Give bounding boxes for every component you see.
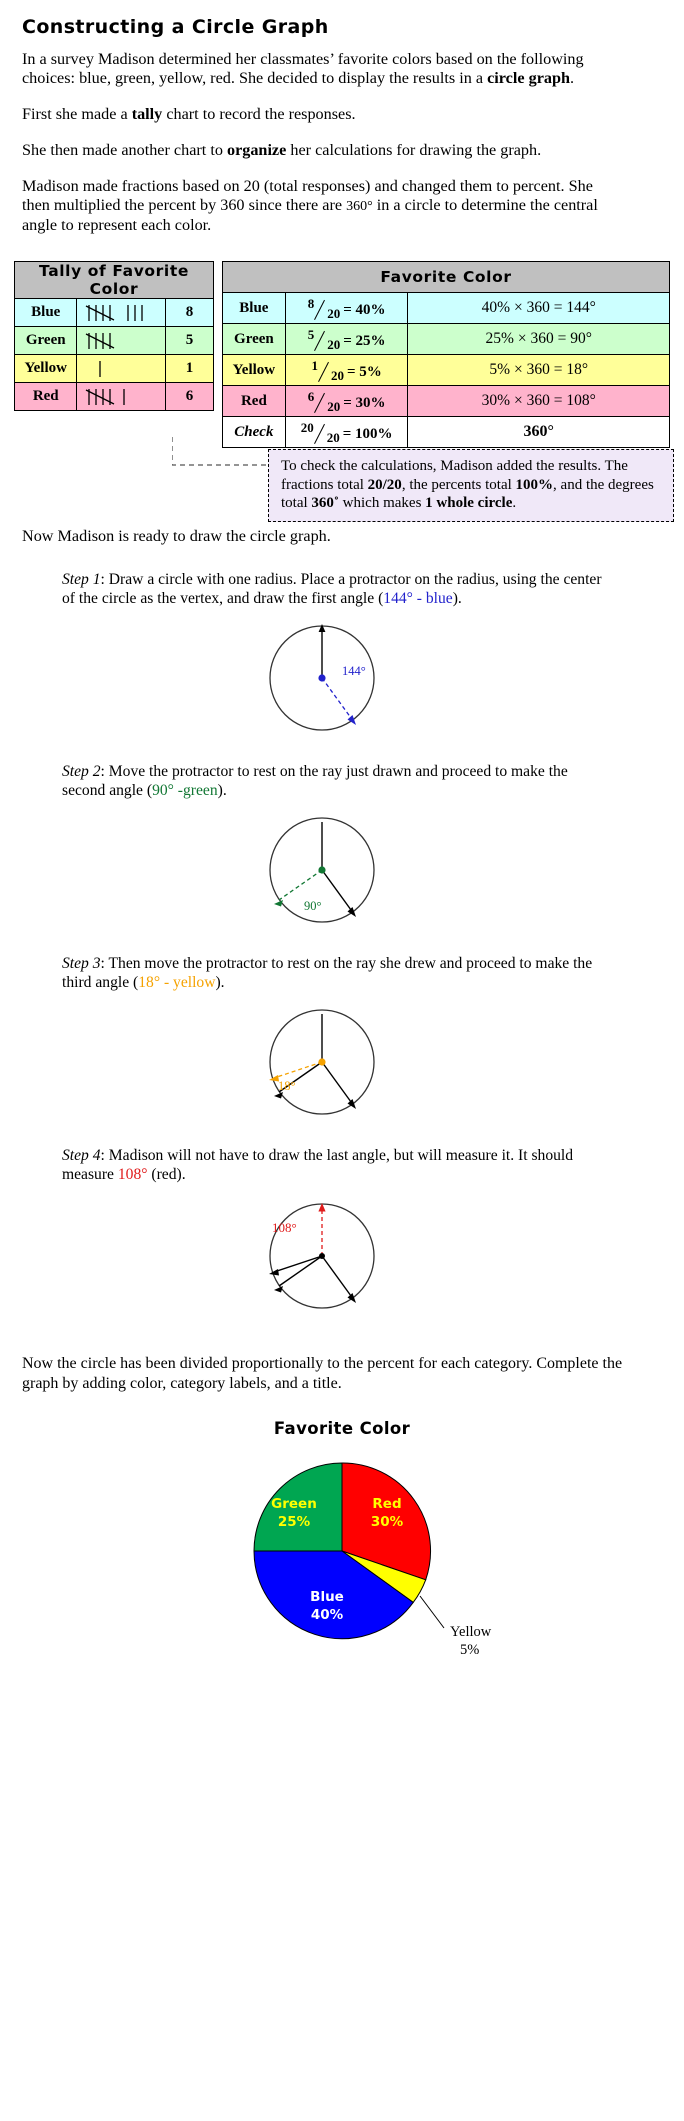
- calc-row-name: Yellow: [223, 355, 286, 386]
- fraction-numerator: 6: [307, 388, 315, 404]
- calc-row-degrees: 40% × 360 = 144°: [408, 293, 670, 324]
- step-3-angle-label: 18°: [278, 1079, 296, 1093]
- organize-term: organize: [226, 141, 287, 159]
- step-1-text: [62, 570, 608, 608]
- check-note-section: [0, 425, 684, 521]
- intro-p4-text-b: in a circle to determine the central angle to represent each color.: [22, 196, 598, 234]
- first-angle-ray: [322, 870, 353, 912]
- intro-p3-text-a: She then made another chart to: [22, 141, 227, 159]
- arrow-head-icon: [274, 1286, 283, 1293]
- center-vertex-dot: [318, 674, 325, 681]
- degrees-360-inline: 360°: [346, 199, 373, 214]
- intro-p3-text-c: her calculations for drawing the graph.: [286, 141, 542, 159]
- fraction-numerator: 1: [311, 357, 318, 373]
- fraction-denominator: 20: [327, 336, 341, 352]
- fraction-percent: = 5%: [346, 363, 382, 380]
- arrow-head-icon: [274, 900, 283, 907]
- leader-line-icon: [172, 435, 272, 471]
- calc-row-fraction: [285, 324, 408, 355]
- tally-row-count: 6: [166, 383, 214, 411]
- pie-chart-title: Favorite Color: [273, 1419, 411, 1438]
- center-vertex-dot: [318, 1058, 325, 1065]
- angle-ray-dashed: [279, 870, 322, 900]
- pie-label-yellow-name: Yellow: [450, 1624, 492, 1640]
- intro-p4-text-a: Madison made fractions based on 20 (total responses) and changed them to percent. She then multiplied the percent by 360 since there are: [22, 177, 593, 214]
- pie-label-yellow-percent: 5%: [460, 1642, 480, 1658]
- tables-section: [0, 261, 684, 445]
- pie-label-green-percent: 25%: [277, 1514, 311, 1530]
- tally-marks-icon: [84, 331, 158, 351]
- step-4-label: Step 4: [62, 1147, 101, 1164]
- step-2-label: Step 2: [62, 763, 101, 780]
- tally-marks-green: [77, 327, 166, 355]
- fraction-denominator: 20: [326, 429, 340, 445]
- fraction-percent: = 25%: [343, 332, 386, 349]
- note-degrees-total: 360˚: [311, 495, 339, 511]
- intro-p1-text-c: .: [569, 69, 575, 87]
- pie-label-blue-percent: 40%: [310, 1607, 344, 1623]
- tally-row-name: Green: [15, 327, 77, 355]
- tally-marks-icon: [84, 303, 158, 323]
- tally-marks-yellow: [77, 355, 166, 383]
- intro-paragraph-3: [22, 141, 622, 160]
- calc-row-fraction: [285, 355, 408, 386]
- calc-table-header: Favorite Color: [223, 262, 670, 293]
- ready-line: Now Madison is ready to draw the circle graph.: [22, 527, 331, 545]
- step-1-text-b: ).: [452, 590, 462, 607]
- fraction-denominator: 20: [327, 305, 341, 321]
- step-2-section: [0, 762, 684, 930]
- tally-marks-icon: [84, 359, 158, 379]
- intro-paragraph-2: [22, 105, 622, 124]
- fraction-numerator: 20: [300, 419, 314, 435]
- tally-term: tally: [131, 105, 163, 123]
- closing-paragraph: Now the circle has been divided proportionally to the percent for each category. Complete the graph by adding color, category labels, and a title.: [22, 1355, 623, 1392]
- calc-row-degrees: 5% × 360 = 18°: [408, 355, 670, 386]
- tally-marks-red: [77, 383, 166, 411]
- table-row: [223, 386, 670, 417]
- pie-label-green-name: Green: [271, 1496, 317, 1512]
- pie-label-red-percent: 30%: [370, 1514, 404, 1530]
- step-3-diagram: [262, 1002, 422, 1122]
- tally-row-count: 1: [166, 355, 214, 383]
- step-2-text: [62, 762, 608, 800]
- fraction-solidus: [314, 302, 327, 319]
- note-text-d: , and the degrees total: [281, 476, 654, 511]
- intro-p2-text-c: chart to record the responses.: [162, 105, 356, 123]
- fraction-percent: = 30%: [343, 394, 386, 411]
- intro-paragraph-1: [22, 50, 622, 88]
- fraction: [308, 390, 386, 413]
- fraction-denominator: 20: [330, 367, 344, 383]
- arrow-head-icon: [269, 1269, 279, 1276]
- second-angle-ray: [279, 1256, 322, 1286]
- fraction-numerator: 8: [307, 295, 315, 311]
- calc-row-fraction: [285, 386, 408, 417]
- tally-row-count: 5: [166, 327, 214, 355]
- step-4-angle: 108°: [117, 1166, 148, 1183]
- calc-row-name: Red: [223, 386, 286, 417]
- first-angle-ray: [322, 1256, 353, 1298]
- pie-label-red-name: Red: [372, 1496, 402, 1512]
- step-4-section: [0, 1146, 684, 1314]
- fraction-solidus: [314, 333, 327, 350]
- calc-row-degrees: 25% × 360 = 90°: [408, 324, 670, 355]
- step-3-angle: 18° - yellow: [138, 974, 216, 991]
- fraction-percent: = 100%: [342, 425, 393, 442]
- step-2-text-a: : Move the protractor to rest on the ray just drawn and proceed to make the second angle (: [62, 763, 568, 799]
- step-3-text: [62, 954, 608, 992]
- fraction-solidus: [314, 395, 327, 412]
- tally-marks-blue: [77, 299, 166, 327]
- note-text-f: .: [512, 495, 517, 511]
- step-2-angle-label: 90°: [304, 899, 322, 913]
- step-1-text-a: : Draw a circle with one radius. Place a protractor on the radius, using the center of the circle as the vertex, and draw the first angle (: [62, 571, 602, 607]
- calc-row-name: Blue: [223, 293, 286, 324]
- step-1-label: Step 1: [62, 571, 101, 588]
- fraction-solidus: [318, 364, 331, 381]
- step-3-label: Step 3: [62, 955, 101, 972]
- table-row: [15, 383, 214, 411]
- table-row: [223, 355, 670, 386]
- note-text-e: which makes: [338, 495, 426, 511]
- first-angle-ray: [322, 1062, 353, 1104]
- step-4-angle-label: 108°: [272, 1220, 297, 1235]
- step-4-text-b: (red).: [147, 1166, 186, 1183]
- calc-row-name: Check: [223, 417, 286, 448]
- calc-row-degrees: 360°: [408, 417, 670, 448]
- center-vertex-dot: [318, 866, 325, 873]
- step-1-angle: 144° - blue: [383, 590, 453, 607]
- calc-row-name: Green: [223, 324, 286, 355]
- circle-graph-term: circle graph: [487, 69, 570, 87]
- intro-paragraph-4: [22, 177, 622, 235]
- step-2-angle: 90° -green: [152, 782, 218, 799]
- step-2-diagram: [262, 810, 422, 930]
- step-1-section: [0, 570, 684, 738]
- table-row: [15, 355, 214, 383]
- step-4-text-a: : Madison will not have to draw the last angle, but will measure it. It should measure: [62, 1147, 574, 1183]
- fraction: [308, 328, 386, 351]
- table-row: [15, 327, 214, 355]
- favorite-color-pie-chart: [0, 1419, 684, 1681]
- tally-row-count: 8: [166, 299, 214, 327]
- favorite-color-calculation-table: [222, 261, 670, 448]
- table-row: [223, 324, 670, 355]
- note-percents-total: 100%: [515, 476, 554, 493]
- document-page: [0, 16, 684, 2121]
- calc-row-degrees: 30% × 360 = 108°: [408, 386, 670, 417]
- fraction-numerator: 5: [307, 326, 315, 342]
- step-3-text-b: ).: [215, 974, 225, 991]
- fraction: [308, 297, 386, 320]
- arrow-head-icon: [348, 1293, 357, 1303]
- tally-of-favorite-color-table: [14, 261, 214, 411]
- note-fractions-total: 20/20: [367, 476, 402, 493]
- pie-label-blue-name: Blue: [310, 1589, 344, 1605]
- tally-row-name: Yellow: [15, 355, 77, 383]
- arrow-head-icon: [348, 907, 357, 917]
- step-4-diagram: [257, 1194, 427, 1314]
- note-whole-circle: 1 whole circle: [425, 495, 513, 511]
- center-vertex-dot: [319, 1253, 325, 1259]
- tally-row-name: Blue: [15, 299, 77, 327]
- table-row: [15, 299, 214, 327]
- step-1-diagram: [262, 618, 422, 738]
- third-angle-ray: [274, 1256, 322, 1272]
- angle-ray-dashed: [274, 1062, 322, 1078]
- check-note-box: [268, 449, 674, 522]
- step-3-text-a: : Then move the protractor to rest on the ray she drew and proceed to make the third angle (: [62, 955, 593, 991]
- calc-row-fraction: [285, 293, 408, 324]
- step-2-text-b: ).: [217, 782, 227, 799]
- tally-row-name: Red: [15, 383, 77, 411]
- step-1-angle-label: 144°: [342, 664, 366, 678]
- angle-ray-dashed: [322, 678, 353, 720]
- note-text-a: To check the calculations, Madison added the results. The fractions total: [281, 458, 628, 493]
- pie-chart-svg: [192, 1446, 492, 1676]
- page-title: Constructing a Circle Graph: [22, 16, 329, 38]
- arrow-head-icon: [348, 1099, 357, 1109]
- note-text-c: , the percents total: [401, 476, 516, 493]
- table-row: [223, 293, 670, 324]
- intro-p2-text-a: First she made a: [22, 105, 132, 123]
- intro-p1-text-a: In a survey Madison determined her classmates’ favorite colors based on the following choices: blue, green, yellow, red. She decided to display the results in a: [22, 50, 584, 87]
- fraction: [311, 359, 381, 382]
- fraction-denominator: 20: [327, 398, 341, 414]
- tally-marks-icon: [84, 387, 158, 407]
- arrow-head-icon: [348, 715, 357, 725]
- yellow-leader-line: [420, 1596, 444, 1628]
- fraction-percent: = 40%: [343, 301, 386, 318]
- step-3-section: [0, 954, 684, 1122]
- arrow-head-icon: [319, 624, 326, 632]
- step-4-text: [62, 1146, 608, 1184]
- tally-table-header: Tally of Favorite Color: [15, 262, 214, 299]
